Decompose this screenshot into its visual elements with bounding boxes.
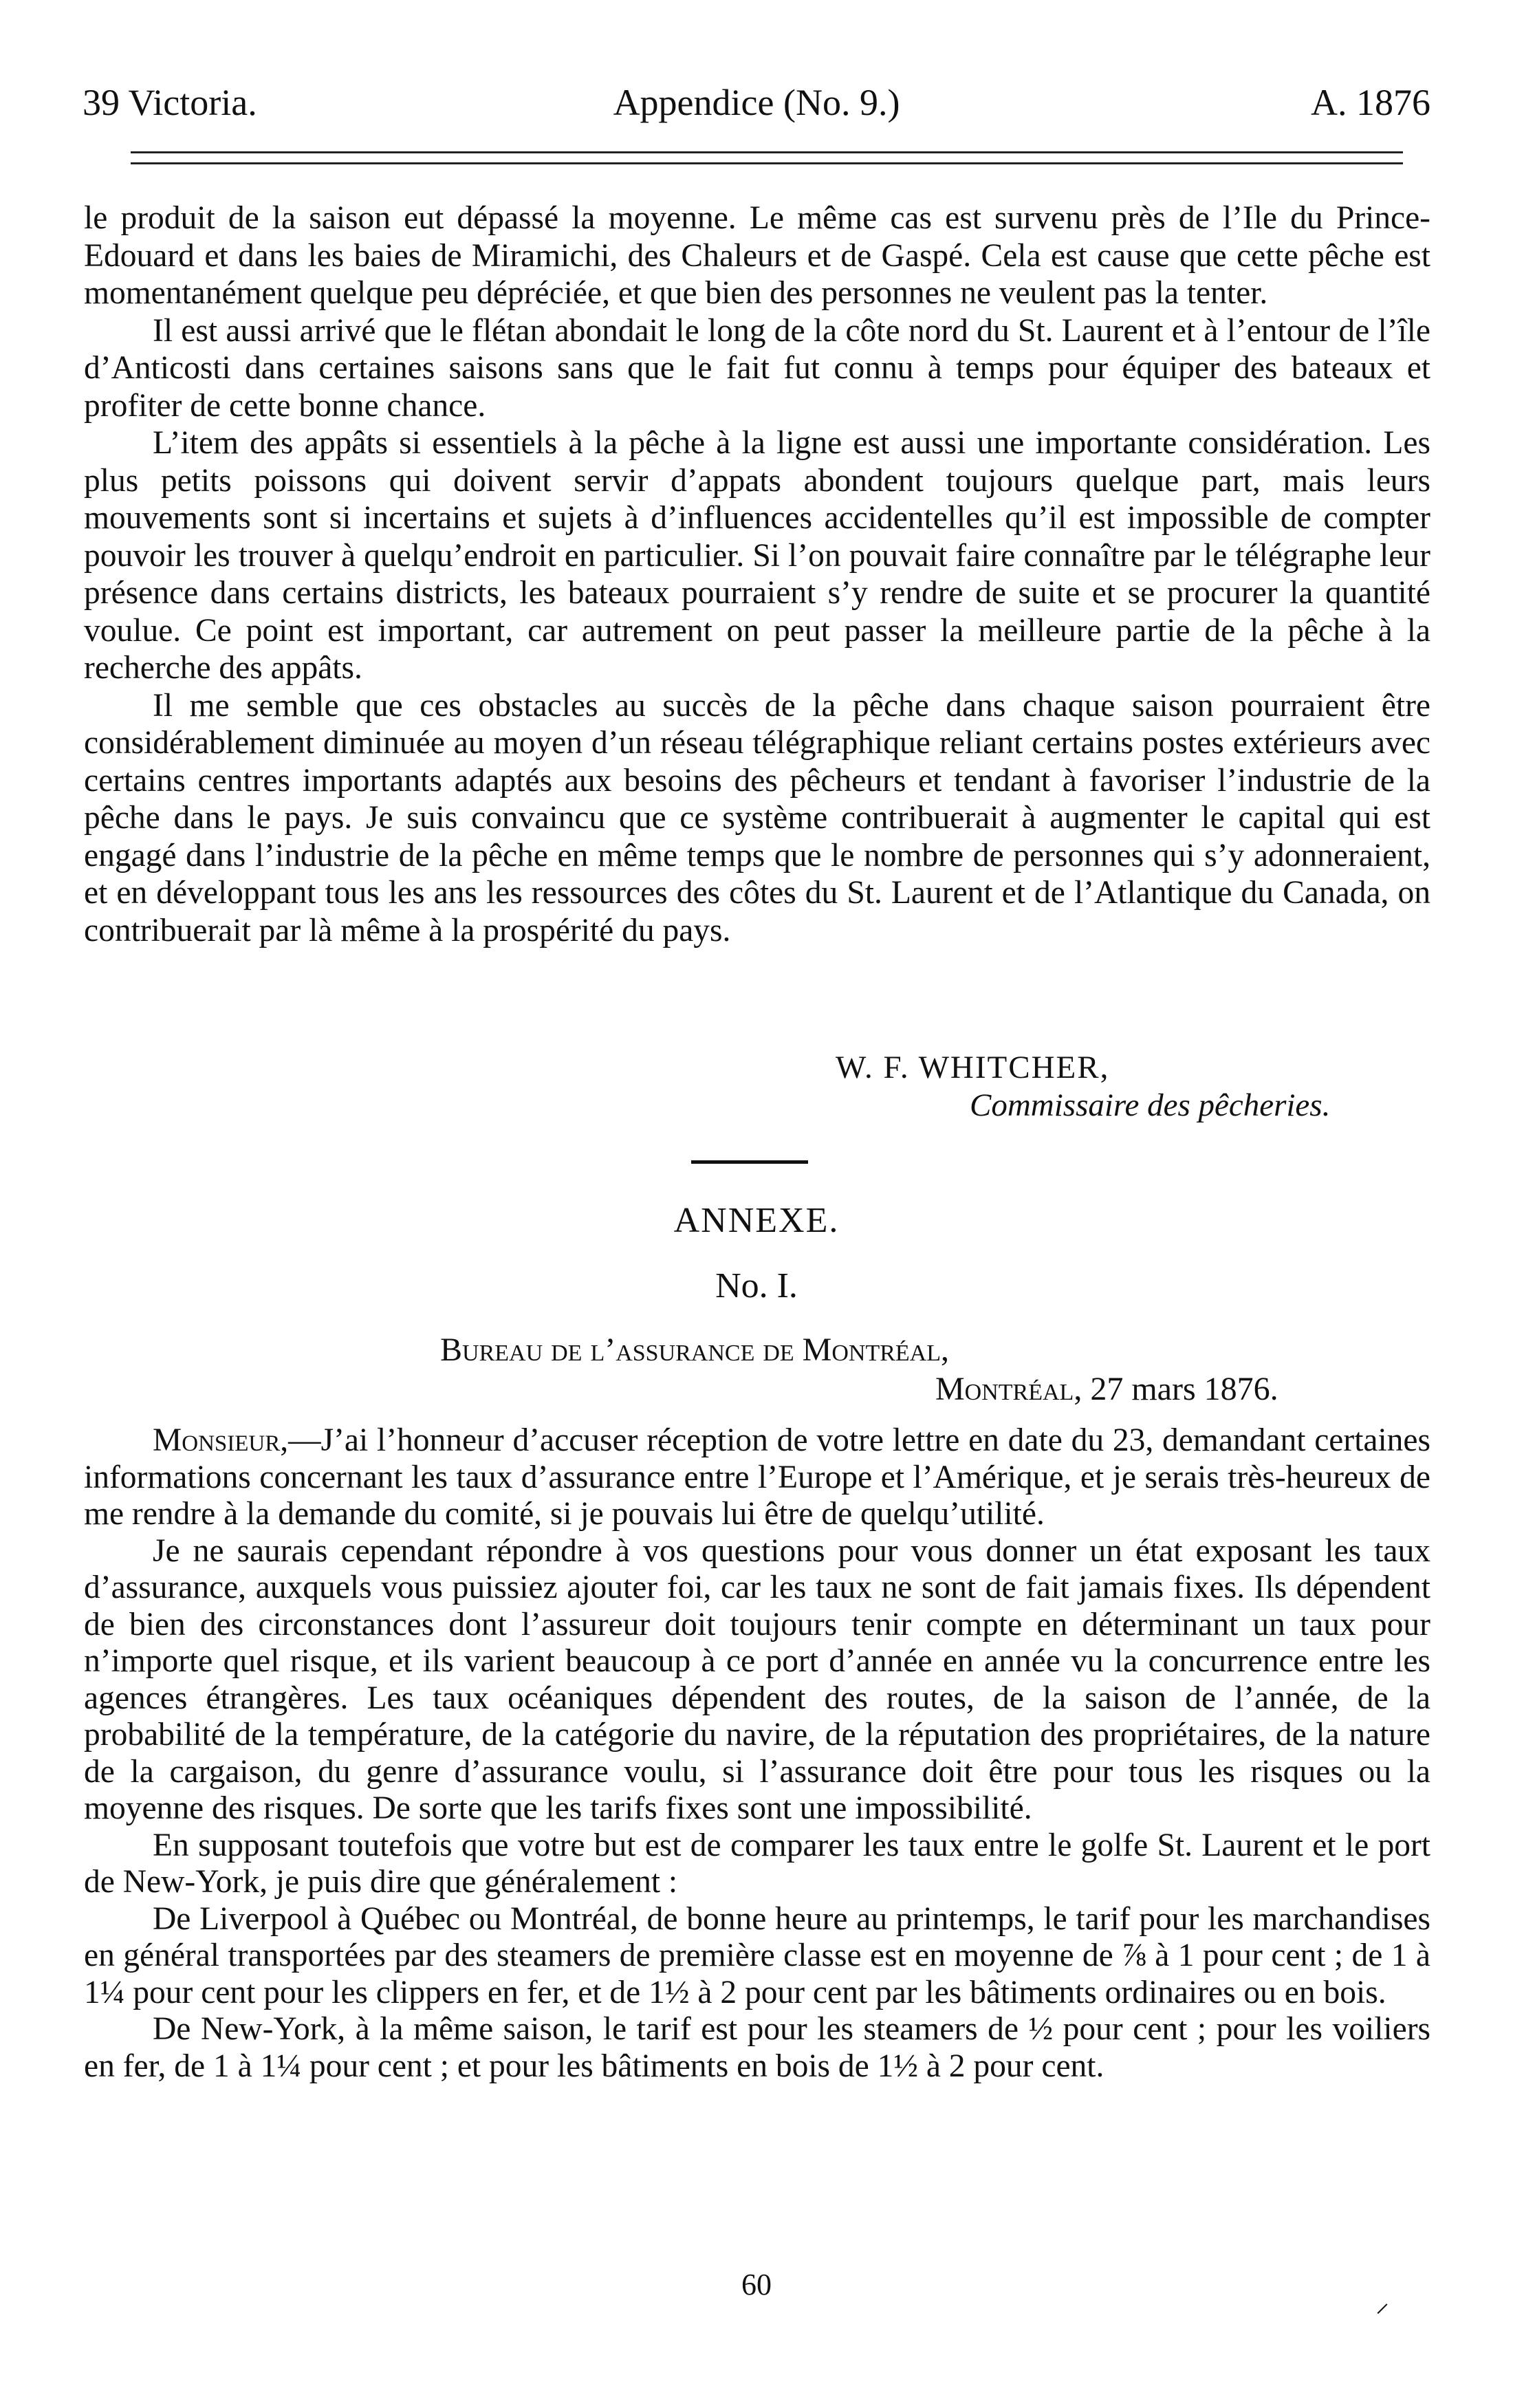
paragraph: Je ne saurais cependant répondre à vos questions pour vous donner un état exposant les taux d’assurance, auxquels vous puissiez ajouter foi, car les taux ne sont de fait jamais fixes. Ils dépendent de bien des circonstances dont l’assureur doit toujours tenir compte en déterminant un taux pour n’importe quel risque, et ils varient beaucoup à ce port d’année en année vu la concurrence entre les agences étrangères. Les taux océaniques dépendent des routes, de la saison de l’année, de la probabilité de la température, de la catégorie du navire, de la réputation des propriétaires, de la nature de la cargaison, du genre d’assurance voulu, si l’assurance doit être pour tous les risques ou la moyenne des risques. De sorte que les tarifs fixes sont une impossibilité.: [84, 1532, 1430, 1826]
header-rule-top: [131, 151, 1403, 153]
letter-place: Montréal,: [935, 1371, 1082, 1407]
letter-opening-text: —J’ai l’honneur d’accuser réception de votre lettre en date du 23, demandant certaines informations concernant les taux d’assurance entre l’Europe et l’Amérique, et je serais très-heureux de me rendre à la demande du comité, si je pouvais lui être de quelqu’utilité.: [84, 1422, 1430, 1532]
paragraph: En supposant toutefois que votre but est de comparer les taux entre le golfe St. Laurent et le port de New-York, je puis dire que généralement :: [84, 1827, 1430, 1900]
letter-dateline: [935, 1370, 1278, 1408]
paragraph: Il me semble que ces obstacles au succès de la pêche dans chaque saison pourraient être considérablement diminuée au moyen d’un réseau télégraphique reliant certains postes extérieurs avec certains centres importants adaptés aux besoins des pêcheurs et tendant à favoriser l’industrie de la pêche dans le pays. Je suis convaincu que ce système contribuerait à augmenter le capital qui est engagé dans l’industrie de la pêche en même temps que le nombre de personnes qui s’y adonneraient, et en développant tous les ans les ressources des côtes du St. Laurent et de l’Atlantique du Canada, on contribuerait par là même à la prospérité du pays.: [84, 687, 1430, 948]
header-rule-bottom: [131, 162, 1403, 164]
letter-salutation: Monsieur,: [153, 1422, 289, 1458]
annexe-number: No. I.: [715, 1266, 798, 1305]
letter-date: 27 mars 1876.: [1090, 1371, 1278, 1407]
header-year: A. 1876: [1311, 82, 1430, 123]
header-appendix: Appendice (No. 9.): [613, 82, 900, 123]
paragraph: De Liverpool à Québec ou Montréal, de bonne heure au printemps, le tarif pour les marchandises en général transportées par des steamers de première classe est en moyenne de ⅞ à 1 pour cent ; de 1 à 1¼ pour cent pour les clippers en fer, et de 1½ à 2 pour cent par les bâtiments ordinaires ou en bois.: [84, 1900, 1430, 2010]
signature-name: W. F. WHITCHER,: [836, 1050, 1110, 1085]
section-divider: [691, 1160, 808, 1164]
paragraph: Il est aussi arrivé que le flétan abondait le long de la côte nord du St. Laurent et à l’entour de l’île d’Anticosti dans certaines saisons sans que le fait fut connu à temps pour équiper des bateaux et profiter de cette bonne chance.: [84, 312, 1430, 424]
report-body: [84, 199, 1430, 949]
header-volume: 39 Victoria.: [83, 82, 257, 123]
signature-title: Commissaire des pêcheries.: [970, 1087, 1331, 1123]
letter-body: [84, 1422, 1430, 2085]
margin-mark: ⸝: [1375, 2287, 1389, 2318]
letter-sender: Bureau de l’assurance de Montréal,: [440, 1332, 950, 1368]
annexe-heading: ANNEXE.: [673, 1201, 840, 1240]
page-number: 60: [741, 2268, 772, 2301]
signature-block: [836, 1049, 1330, 1125]
paragraph: le produit de la saison eut dépassé la moyenne. Le même cas est survenu près de l’Ile du Prince-Edouard et dans les baies de Miramichi, des Chaleurs et de Gaspé. Cela est cause que cette pêche est momentanément quelque peu dépréciée, et que bien des personnes ne veulent pas la tenter.: [84, 200, 1430, 311]
running-header: [83, 81, 1430, 136]
letter-opening-paragraph: [84, 1422, 1430, 1533]
paragraph: L’item des appâts si essentiels à la pêche à la ligne est aussi une importante considération. Les plus petits poissons qui doivent servir d’appats abondent toujours quelque part, mais leurs mouvements sont si incertains et sujets à d’influences accidentelles qu’il est impossible de compter pouvoir les trouver à quelqu’endroit en particulier. Si l’on pouvait faire connaître par le télégraphe leur présence dans certains districts, les bateaux pourraient s’y rendre de suite et se procurer la quantité voulue. Ce point est important, car autrement on peut passer la meilleure partie de la pêche à la recherche des appâts.: [84, 425, 1430, 686]
paragraph: De New-York, à la même saison, le tarif est pour les steamers de ½ pour cent ; pour les voiliers en fer, de 1 à 1¼ pour cent ; et pour les bâtiments en bois de 1½ à 2 pour cent.: [84, 2011, 1430, 2084]
